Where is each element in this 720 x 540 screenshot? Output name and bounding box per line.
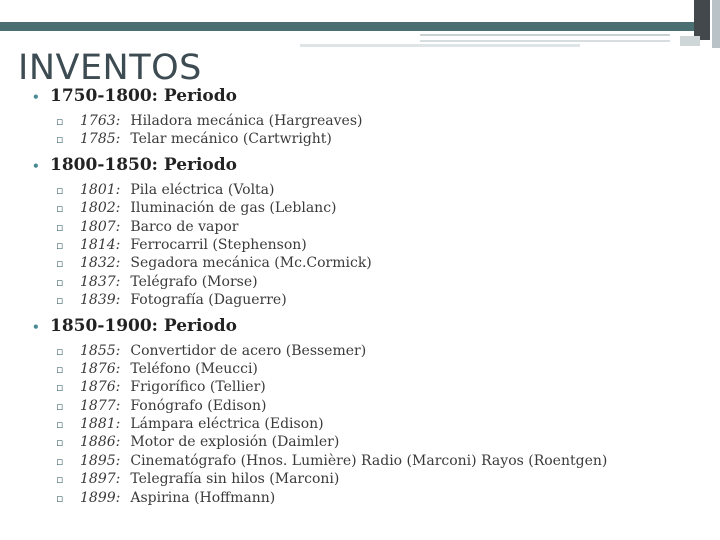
list-item bbox=[28, 291, 708, 309]
invention-text: Teléfono (Meucci) bbox=[130, 360, 258, 377]
invention-year: 1837: bbox=[80, 273, 121, 290]
invention-text: Ferrocarril (Stephenson) bbox=[130, 236, 307, 253]
invention-year: 1763: bbox=[80, 113, 121, 129]
list-item bbox=[28, 218, 708, 236]
page-title: INVENTOS bbox=[18, 48, 202, 88]
invention-text: Hiladora mecánica (Hargreaves) bbox=[130, 113, 363, 129]
invention-text: Aspirina (Hoffmann) bbox=[130, 489, 276, 506]
invention-year: 1814: bbox=[80, 236, 121, 253]
period-heading bbox=[28, 84, 708, 108]
invention-year: 1881: bbox=[80, 416, 121, 433]
invention-text: Telegrafía sin hilos (Marconi) bbox=[130, 471, 340, 488]
invention-year: 1895: bbox=[80, 452, 121, 469]
list-item bbox=[28, 254, 708, 272]
square-bullet-icon: ▫ bbox=[56, 436, 64, 450]
square-bullet-icon: ▫ bbox=[56, 220, 64, 234]
invention-text: Motor de explosión (Daimler) bbox=[130, 434, 340, 451]
invention-year: 1886: bbox=[80, 434, 121, 451]
square-bullet-icon: ▫ bbox=[56, 183, 64, 197]
invention-year: 1832: bbox=[80, 255, 121, 272]
header-dark-block bbox=[694, 0, 710, 40]
invention-text: Telégrafo (Morse) bbox=[130, 273, 258, 290]
square-bullet-icon: ▫ bbox=[56, 115, 64, 128]
invention-year: 1877: bbox=[80, 397, 121, 414]
invention-text: Barco de vapor bbox=[130, 218, 239, 235]
invention-text: Pila eléctrica (Volta) bbox=[130, 181, 275, 198]
header-accent-bar bbox=[0, 22, 696, 31]
square-bullet-icon: ▫ bbox=[56, 491, 64, 505]
invention-year: 1801: bbox=[80, 181, 121, 198]
invention-year: 1876: bbox=[80, 360, 121, 377]
bullet-icon: • bbox=[32, 90, 40, 104]
period-heading bbox=[28, 314, 708, 338]
square-bullet-icon: ▫ bbox=[56, 238, 64, 252]
square-bullet-icon: ▫ bbox=[56, 418, 64, 432]
list-item bbox=[28, 273, 708, 291]
square-bullet-icon: ▫ bbox=[56, 133, 64, 147]
list-item bbox=[28, 433, 708, 451]
bullet-icon: • bbox=[32, 158, 40, 173]
invention-list bbox=[28, 181, 708, 310]
square-bullet-icon: ▫ bbox=[56, 294, 64, 308]
header-thin-line bbox=[420, 34, 670, 36]
list-item bbox=[28, 415, 708, 433]
invention-text: Telar mecánico (Cartwright) bbox=[130, 131, 332, 148]
header-side-stripe bbox=[712, 0, 720, 48]
invention-text: Fotografía (Daguerre) bbox=[130, 292, 287, 309]
square-bullet-icon: ▫ bbox=[56, 381, 64, 395]
header-thin-line bbox=[300, 44, 580, 47]
slide-content bbox=[28, 84, 708, 511]
invention-text: Convertidor de acero (Bessemer) bbox=[130, 342, 367, 359]
square-bullet-icon: ▫ bbox=[56, 362, 64, 376]
list-item bbox=[28, 360, 708, 378]
list-item bbox=[28, 181, 708, 199]
period-heading bbox=[28, 153, 708, 177]
invention-year: 1897: bbox=[80, 471, 121, 488]
header-thin-line bbox=[420, 40, 670, 42]
list-item bbox=[28, 112, 708, 130]
invention-text: Lámpara eléctrica (Edison) bbox=[130, 416, 324, 433]
invention-text: Cinematógrafo (Hnos. Lumière) Radio (Marconi) Rayos (Roentgen) bbox=[130, 452, 608, 469]
period-heading-text: 1750-1800: Periodo bbox=[50, 86, 237, 106]
header-thin-block bbox=[680, 36, 700, 46]
list-item bbox=[28, 452, 708, 470]
invention-list bbox=[28, 342, 708, 508]
invention-year: 1839: bbox=[80, 292, 121, 309]
invention-year: 1807: bbox=[80, 218, 121, 235]
list-item bbox=[28, 489, 708, 507]
invention-year: 1876: bbox=[80, 379, 121, 396]
square-bullet-icon: ▫ bbox=[56, 454, 64, 468]
invention-text: Segadora mecánica (Mc.Cormick) bbox=[130, 255, 372, 272]
list-item bbox=[28, 199, 708, 217]
list-item bbox=[28, 470, 708, 488]
square-bullet-icon: ▫ bbox=[56, 275, 64, 289]
list-item bbox=[28, 236, 708, 254]
invention-text: Fonógrafo (Edison) bbox=[130, 397, 267, 414]
period-heading-text: 1850-1900: Periodo bbox=[50, 315, 237, 336]
period-heading-text: 1800-1850: Periodo bbox=[50, 154, 237, 175]
square-bullet-icon: ▫ bbox=[56, 473, 64, 487]
square-bullet-icon: ▫ bbox=[56, 399, 64, 413]
invention-text: Iluminación de gas (Leblanc) bbox=[130, 200, 337, 217]
invention-year: 1899: bbox=[80, 489, 121, 506]
invention-text: Frigorífico (Tellier) bbox=[130, 379, 266, 396]
invention-year: 1785: bbox=[80, 131, 121, 148]
square-bullet-icon: ▫ bbox=[56, 257, 64, 271]
square-bullet-icon: ▫ bbox=[56, 202, 64, 216]
list-item bbox=[28, 378, 708, 396]
bullet-icon: • bbox=[32, 319, 40, 334]
square-bullet-icon: ▫ bbox=[56, 344, 64, 358]
list-item bbox=[28, 130, 708, 148]
list-item bbox=[28, 342, 708, 360]
list-item bbox=[28, 397, 708, 415]
invention-year: 1802: bbox=[80, 200, 121, 217]
invention-year: 1855: bbox=[80, 342, 121, 359]
spacer bbox=[28, 507, 708, 511]
invention-list bbox=[28, 112, 708, 149]
